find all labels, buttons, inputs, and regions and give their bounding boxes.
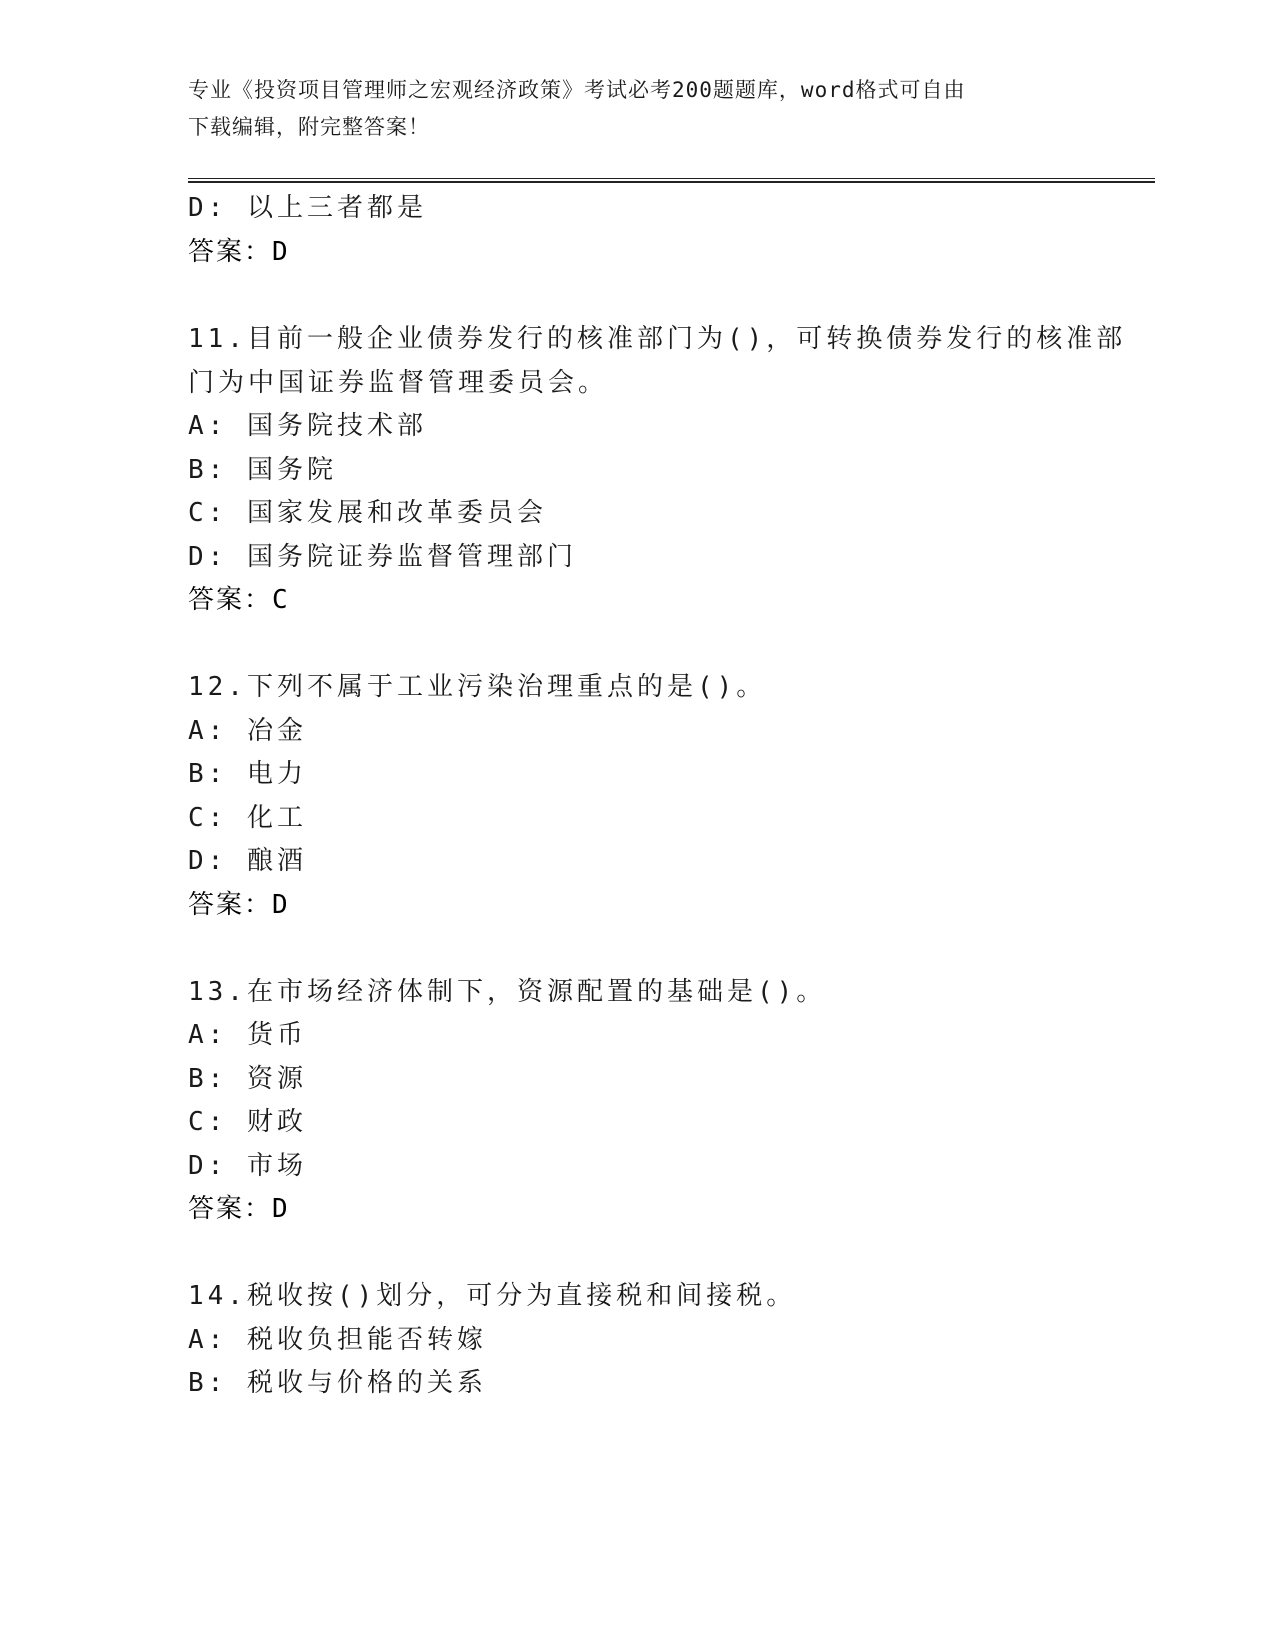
q12-stem: 12.下列不属于工业污染治理重点的是()。 bbox=[188, 672, 767, 702]
answer-value: C bbox=[272, 585, 288, 615]
q11-option-d: D: 国务院证券监督管理部门 bbox=[188, 542, 577, 572]
q11-option-c: C: 国家发展和改革委员会 bbox=[188, 498, 547, 528]
answer-value: D bbox=[272, 237, 288, 267]
answer-label: 答案： bbox=[188, 890, 273, 920]
q12-option-d: D: 酿酒 bbox=[188, 846, 307, 876]
q12-option-c: C: 化工 bbox=[188, 803, 307, 833]
q11-answer bbox=[188, 584, 288, 616]
answer-label: 答案： bbox=[188, 1194, 273, 1224]
header-line-1: 专业《投资项目管理师之宏观经济政策》考试必考200题题库，word格式可自由 bbox=[188, 78, 966, 102]
document-header bbox=[188, 72, 1078, 146]
answer-label: 答案： bbox=[188, 237, 273, 267]
header-line-2: 下载编辑，附完整答案！ bbox=[188, 115, 430, 139]
q13-option-d: D: 市场 bbox=[188, 1151, 307, 1181]
q11-option-a: A: 国务院技术部 bbox=[188, 411, 427, 441]
q13-stem: 13.在市场经济体制下，资源配置的基础是()。 bbox=[188, 977, 827, 1007]
q12-option-b: B: 电力 bbox=[188, 759, 307, 789]
answer-label: 答案： bbox=[188, 585, 273, 615]
q11-option-b: B: 国务院 bbox=[188, 455, 337, 485]
q14-option-a: A: 税收负担能否转嫁 bbox=[188, 1325, 487, 1355]
q13-option-b: B: 资源 bbox=[188, 1064, 307, 1094]
q13-option-c: C: 财政 bbox=[188, 1107, 307, 1137]
answer-value: D bbox=[272, 1194, 288, 1224]
prev-option-d: D: 以上三者都是 bbox=[188, 193, 427, 223]
q12-option-a: A: 冶金 bbox=[188, 716, 307, 746]
q14-option-b: B: 税收与价格的关系 bbox=[188, 1368, 487, 1398]
q14-stem: 14.税收按()划分，可分为直接税和间接税。 bbox=[188, 1281, 797, 1311]
prev-answer bbox=[188, 236, 288, 268]
q13-answer bbox=[188, 1193, 288, 1225]
q11-stem-line-2: 门为中国证券监督管理委员会。 bbox=[188, 368, 609, 398]
answer-value: D bbox=[272, 890, 288, 920]
header-divider-thin bbox=[188, 178, 1155, 179]
header-divider-thick bbox=[188, 181, 1155, 183]
q13-option-a: A: 货币 bbox=[188, 1020, 307, 1050]
q11-stem-line-1: 11.目前一般企业债券发行的核准部门为()，可转换债券发行的核准部 bbox=[188, 324, 1127, 354]
q12-answer bbox=[188, 889, 288, 921]
